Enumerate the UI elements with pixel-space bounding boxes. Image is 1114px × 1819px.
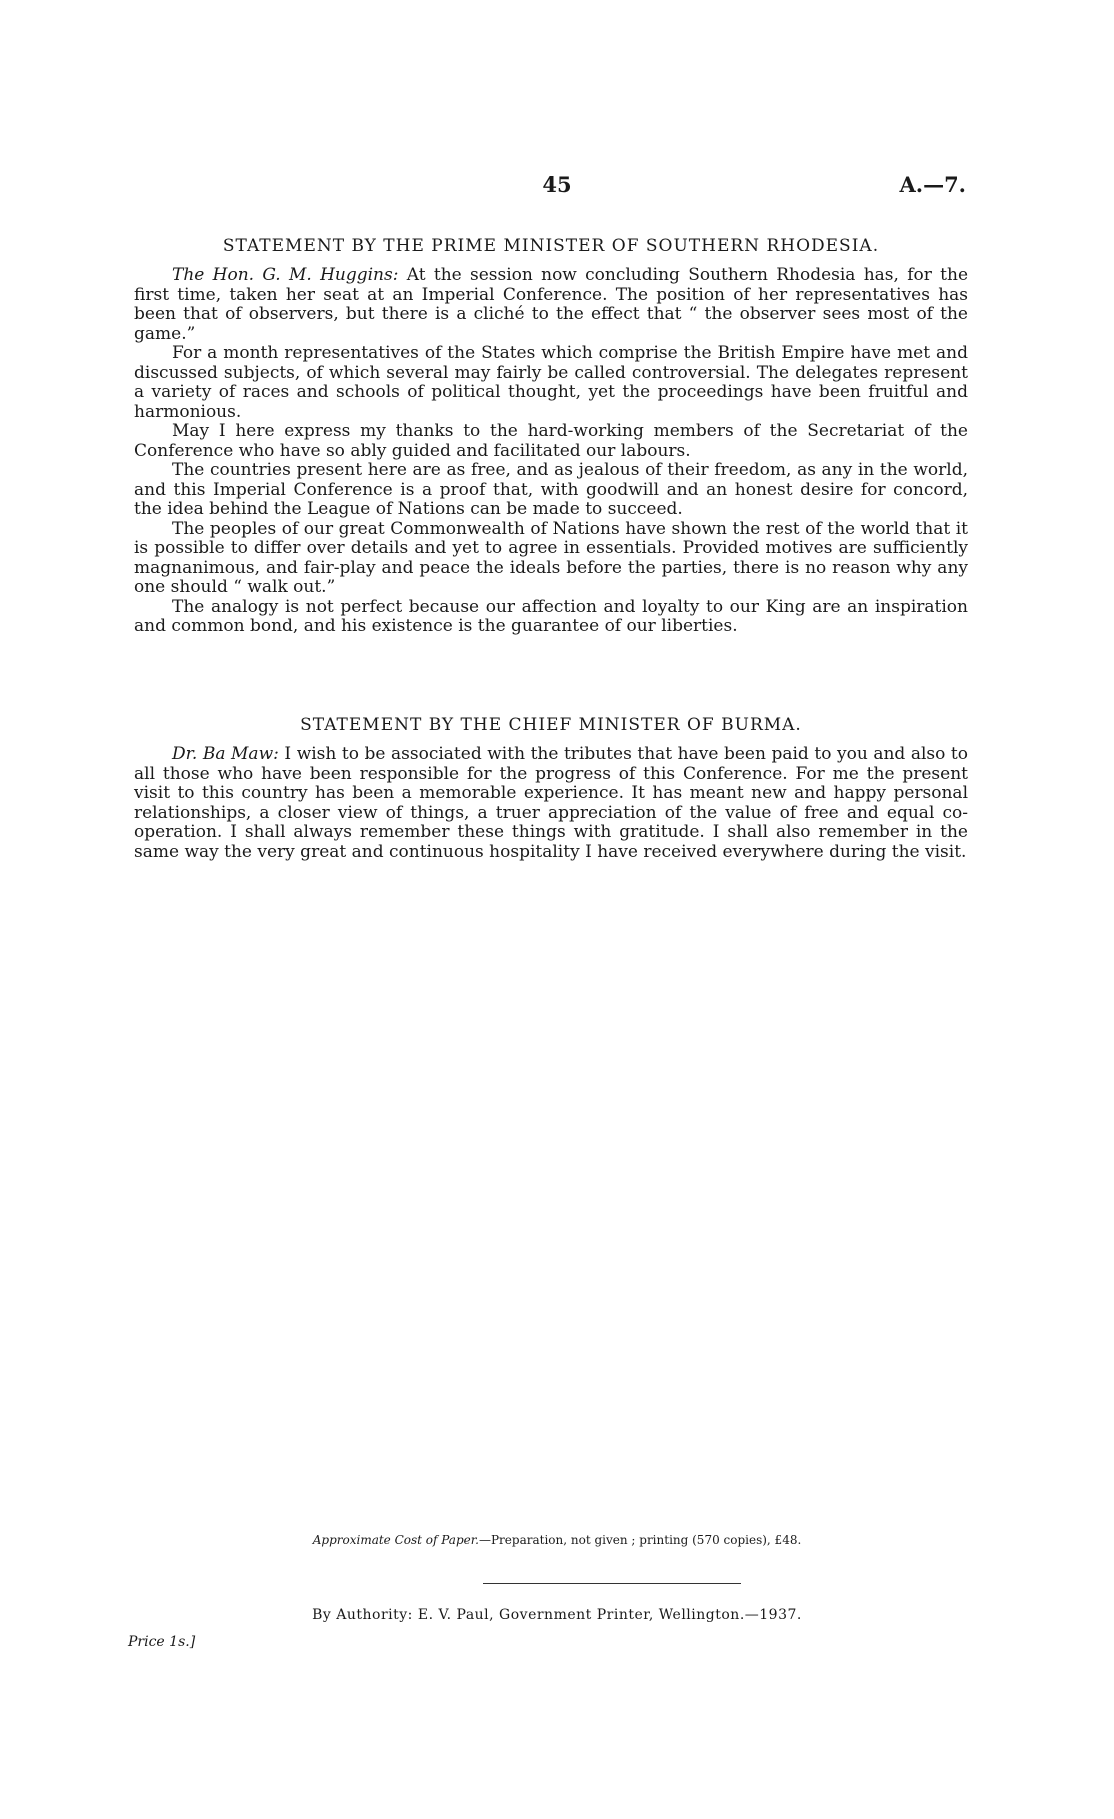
paragraph: For a month representatives of the States which comprise the British Empire have met and discussed subjects, of which several may fairly be called controversial. The delegates represent a variety of races and schools of political thought, yet the proceedings have been fruitful and harmonious. [134, 343, 968, 422]
speaker-name: The Hon. G. M. Huggins: [172, 265, 399, 285]
section-heading: STATEMENT BY THE CHIEF MINISTER OF BURMA. [300, 715, 802, 735]
paragraph-text: I wish to be associated with the tributes that have been paid to you and also to all those who have been responsible for the progress of this Conference. For me the present visit to this country has been a memorable experience. It has meant new and happy personal relationships, a closer view of things, a truer appreciation of the value of free and equal co-operation. I shall always remember these things with gratitude. I shall also remember in the same way the very great and continuous hospitality I have received everywhere during the visit. [134, 744, 969, 862]
paragraph: May I here express my thanks to the hard-working members of the Secretariat of the Conference who have so ably guided and facilitated our labours. [134, 421, 968, 461]
paragraph: The peoples of our great Commonwealth of Nations have shown the rest of the world that it is possible to differ over details and yet to agree in essentials. Provided motives are sufficiently magnanimous, and fair-play and peace the ideals before the parties, there is no reason why any one should “ walk out.” [134, 518, 968, 597]
rhodesia-statement [134, 236, 968, 637]
document-reference: A.—7. [899, 172, 966, 197]
cost-label: Approximate Cost of Paper. [312, 1533, 479, 1547]
burma-statement [134, 715, 968, 862]
paragraph: The analogy is not perfect because our affection and loyalty to our King are an inspiration and common bond, and his existence is the guarantee of our liberties. [134, 596, 968, 636]
paragraph: The countries present here are as free, and as jealous of their freedom, as any in the world, and this Imperial Conference is a proof that, with goodwill and an honest desire for concord, the idea behind the League of Nations can be made to succeed. [134, 460, 968, 519]
paragraph-text: At the session now concluding Southern Rhodesia has, for the first time, taken her seat at an Imperial Conference. The position of her representatives has been that of observers, but there is a cliché to the effect that “ the observer sees most of the game.” [134, 265, 968, 344]
cost-text: —Preparation, not given ; printing (570 copies), £48. [478, 1533, 802, 1547]
paragraph [134, 266, 968, 344]
printer-authority: By Authority: E. V. Paul, Government Printer, Wellington.—1937. [312, 1607, 802, 1623]
price-note: Price 1s.] [128, 1634, 196, 1650]
section-heading: STATEMENT BY THE PRIME MINISTER OF SOUTHERN RHODESIA. [222, 236, 880, 256]
cost-note [0, 1533, 1114, 1547]
speaker-name: Dr. Ba Maw: [172, 744, 279, 764]
page-number: 45 [542, 172, 572, 197]
paragraph [134, 745, 968, 862]
divider-rule [483, 1583, 741, 1584]
